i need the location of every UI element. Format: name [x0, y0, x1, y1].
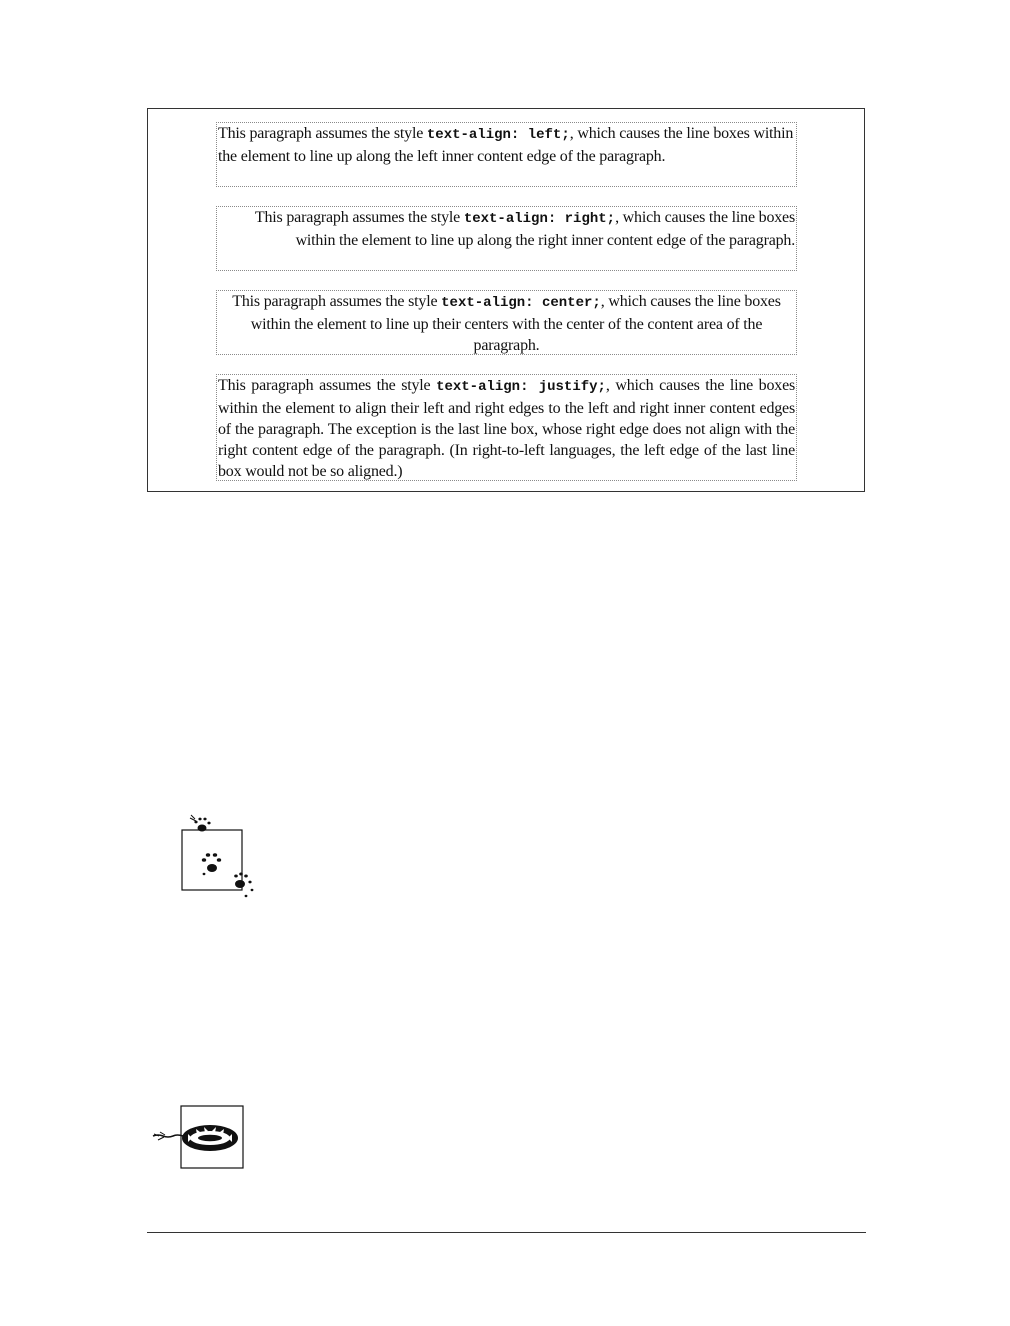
paw-prints-note-icon [178, 814, 262, 902]
style-code: text-align: center; [441, 295, 601, 311]
paragraph-text-suffix: , which causes the line boxes within the element to line up their centers with the center of the content area of the paragraph. [250, 293, 781, 354]
paragraph-text-prefix: This paragraph assumes the style [218, 377, 437, 394]
footer-rule [147, 1232, 866, 1233]
justified-paragraph [216, 374, 797, 481]
paragraph-text-prefix: This paragraph assumes the style [254, 209, 464, 226]
paragraph-text-suffix: , which causes the line boxes within the element to align their left and right edges to the left and right inner content edges of the paragraph. The exception is the last line box, whose right edge does not align with the right content edge of the paragraph. (In right-to-left languages, the left edge of the last line box would not be so aligned.) [218, 377, 795, 480]
center-aligned-paragraph [216, 290, 797, 355]
style-code: text-align: left; [426, 127, 570, 143]
paragraph-text-prefix: This paragraph assumes the style [232, 293, 442, 310]
style-code: text-align: justify; [436, 379, 606, 395]
left-aligned-paragraph [216, 122, 797, 187]
paragraph-text-prefix: This paragraph assumes the style [218, 125, 427, 142]
paragraph-text-suffix: , which causes the line boxes within the element to line up along the right inner content edge of the paragraph. [295, 209, 795, 249]
bear-trap-warning-icon [152, 1104, 248, 1170]
right-aligned-paragraph [216, 206, 797, 271]
paragraph-text-suffix: , which causes the line boxes within the element to line up along the left inner content edge of the paragraph. [218, 125, 794, 165]
style-code: text-align: right; [463, 211, 616, 227]
